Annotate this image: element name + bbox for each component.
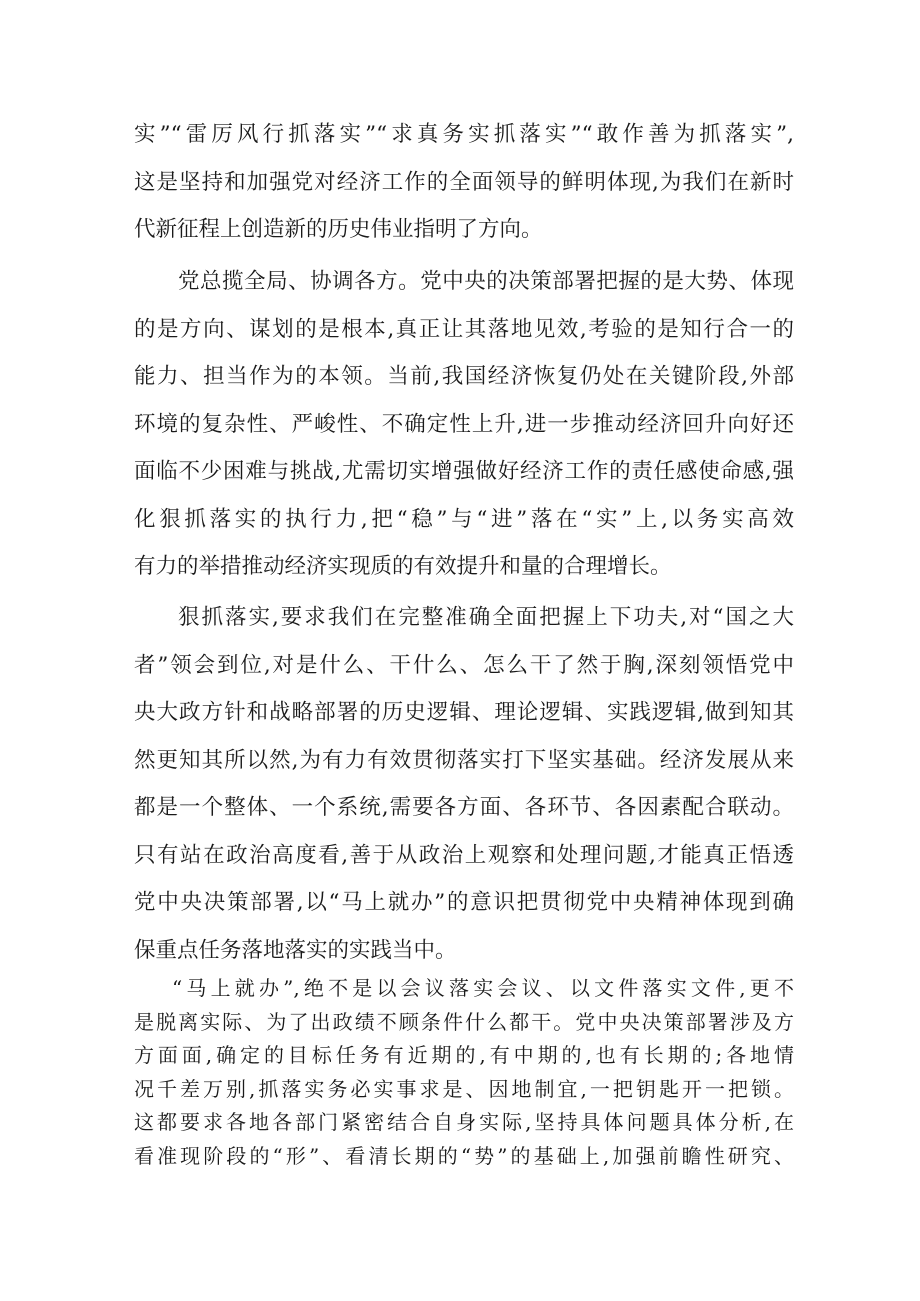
- paragraph-line: 然更知其所以然,为有力有效贯彻落实打下坚实基础。经济发展从来: [134, 747, 794, 773]
- paragraph-line: 都是一个整体、一个系统,需要各方面、各环节、各因素配合联动。: [134, 795, 794, 820]
- paragraph-line: 这是坚持和加强党对经济工作的全面领导的鲜明体现,为我们在新时: [134, 169, 794, 195]
- paragraph-line: 代新征程上创造新的历史伟业指明了方向。: [134, 217, 543, 242]
- paragraph-line: 者”领会到位,对是什么、干什么、怎么干了然于胸,深刻领悟党中: [134, 652, 794, 678]
- paragraph-line: 央大政方针和战略部署的历史逻辑、理论逻辑、实践逻辑,做到知其: [134, 700, 794, 725]
- paragraph-line: “马上就办”,绝不是以会议落实会议、以文件落实文件,更不: [172, 976, 794, 1000]
- paragraph-2: [134, 258, 794, 591]
- paragraph-line: 环境的复杂性、严峻性、不确定性上升,进一步推动经济回升向好还: [134, 411, 794, 437]
- paragraph-line: 看准现阶段的“形”、看清长期的“势”的基础上,加强前瞻性研究、: [134, 1143, 794, 1168]
- paragraph-line: 况千差万别,抓落实务必实事求是、因地制宜,一把钥匙开一把锁。: [134, 1076, 794, 1101]
- paragraph-line: 的是方向、谋划的是根本,真正让其落地见效,考验的是知行合一的: [134, 316, 794, 342]
- paragraph-line: 只有站在政治高度看,善于从政治上观察和处理问题,才能真正悟透: [134, 842, 794, 868]
- paragraph-line: 实”“雷厉风行抓落实”“求真务实抓落实”“敢作善为抓落实”,: [134, 122, 794, 147]
- paragraph-line: 能力、担当作为的本领。当前,我国经济恢复仍处在关键阶段,外部: [134, 364, 794, 389]
- paragraph-line: 面临不少困难与挑战,尤需切实增强做好经济工作的责任感使命感,强: [134, 459, 794, 484]
- paragraph-line: 方面面,确定的目标任务有近期的,有中期的,也有长期的;各地情: [134, 1043, 794, 1068]
- paragraph-3: [134, 594, 794, 974]
- paragraph-line: 狠抓落实,要求我们在完整准确全面把握上下功夫,对“国之大: [178, 605, 794, 630]
- paragraph-line: 是脱离实际、为了出政绩不顾条件什么都干。党中央决策部署涉及方: [134, 1009, 794, 1034]
- paragraph-line: 党中央决策部署,以“马上就办”的意识把贯彻党中央精神体现到确: [134, 890, 794, 915]
- paragraph-4: [134, 972, 794, 1174]
- paragraph-line: 这都要求各地各部门紧密结合自身实际,坚持具体问题具体分析,在: [134, 1110, 794, 1135]
- paragraph-line: 党总揽全局、协调各方。党中央的决策部署把握的是大势、体现: [178, 269, 794, 294]
- paragraph-line: 化狠抓落实的执行力,把“稳”与“进”落在“实”上,以务实高效: [134, 506, 794, 532]
- paragraph-1: [134, 111, 794, 254]
- paragraph-line: 保重点任务落地落实的实践当中。: [134, 937, 457, 963]
- paragraph-line: 有力的举措推动经济实现质的有效提升和量的合理增长。: [134, 554, 672, 579]
